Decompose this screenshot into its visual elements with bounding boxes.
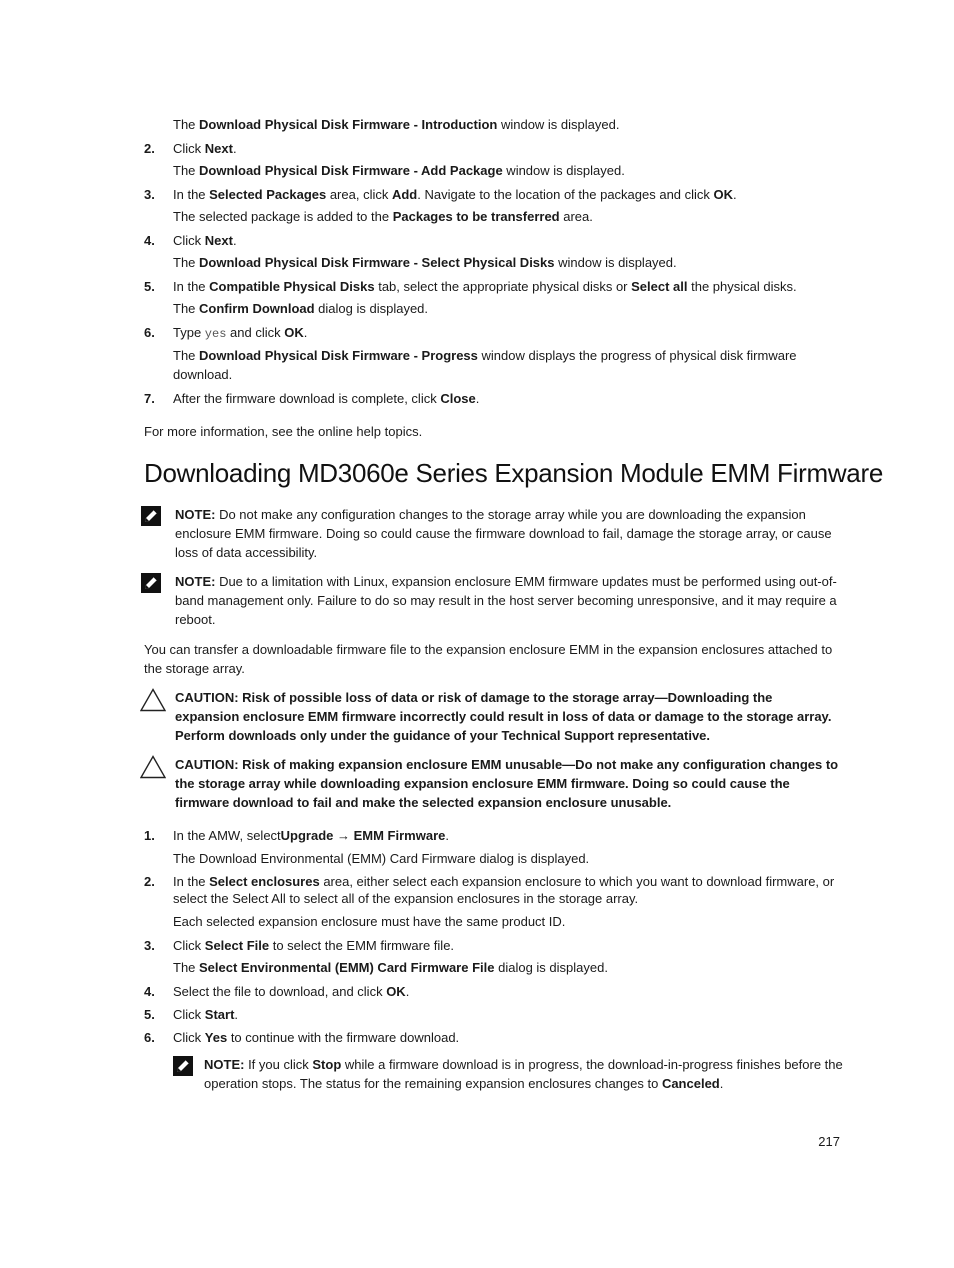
text-run: Click (173, 141, 205, 156)
step-text (173, 299, 845, 318)
text-run: Select the file to download, and click (173, 984, 387, 999)
step-text (173, 277, 845, 296)
step-text (173, 253, 845, 272)
text-run: . (232, 141, 237, 156)
step-number: 6. (144, 325, 155, 340)
text-run: In the (173, 874, 210, 889)
bold-term: Select Environmental (EMM) Card Firmware File (199, 960, 495, 975)
text-run: Each selected expansion enclosure must have the same product ID. (173, 914, 566, 929)
text-run: . (475, 391, 480, 406)
text-run: . (232, 233, 237, 248)
text-run: . (733, 187, 737, 202)
bold-term: Next (204, 233, 233, 248)
bold-term: Add (391, 187, 418, 202)
step-text (173, 1028, 845, 1047)
step-text (173, 936, 845, 955)
step-text (173, 912, 845, 931)
caution-triangle-icon (140, 688, 166, 712)
note-text (175, 572, 839, 629)
text-run: Do not make any configuration changes to the storage array while you are downloading the expansion enclosure EMM firmware. Doing so could cause the firmware download to fail, damage the storage array, or cause loss of data accessibility. (175, 507, 832, 560)
pencil-note-icon (172, 1055, 194, 1077)
pencil-note-icon (140, 505, 162, 527)
bold-term: Stop (312, 1057, 342, 1072)
bold-term: Canceled (661, 1076, 720, 1091)
text-run: The (173, 301, 200, 316)
step-number: 5. (144, 1007, 155, 1022)
caution-triangle-icon (140, 755, 166, 779)
text-run: to continue with the firmware download. (227, 1030, 460, 1045)
text-run: The (173, 348, 200, 363)
text-run: window is displayed. (502, 163, 625, 178)
step-number: 2. (144, 874, 155, 889)
bold-term: NOTE: (204, 1057, 245, 1072)
text-run: The (173, 163, 200, 178)
text-run: to select the EMM firmware file. (269, 938, 455, 953)
text-run: . (303, 325, 308, 340)
text-run: The (173, 960, 200, 975)
step-text (173, 115, 845, 134)
bold-term: Start (204, 1007, 235, 1022)
text-run: Due to a limitation with Linux, expansion enclosure EMM firmware updates must be performed using out-of-band management only. Failure to do so may result in the host server becoming unresponsive, and it may require a reboot. (175, 574, 837, 627)
pencil-note-icon (140, 572, 162, 594)
text-run: Click (173, 938, 205, 953)
text-run: Click (173, 233, 205, 248)
step-text (173, 982, 845, 1001)
text-run: dialog is displayed. (494, 960, 608, 975)
intro-paragraph: You can transfer a downloadable firmware file to the expansion enclosure EMM in the expansion enclosures attached to the storage array. (144, 642, 833, 676)
text-run: Click (173, 1030, 205, 1045)
bold-term: Next (204, 141, 233, 156)
text-run: area. (559, 209, 593, 224)
bold-term: Packages to be transferred (392, 209, 560, 224)
bold-term: Download Physical Disk Firmware - Add Package (199, 163, 503, 178)
text-run: After the firmware download is complete, click (173, 391, 441, 406)
step-text (173, 346, 845, 384)
text-run: window is displayed. (554, 255, 677, 270)
step-number: 5. (144, 279, 155, 294)
step-text (173, 139, 845, 158)
step-text (173, 958, 845, 977)
bold-term: NOTE: (175, 574, 216, 589)
note-text (204, 1055, 844, 1093)
step-number: 6. (144, 1030, 155, 1045)
step-text (173, 873, 845, 907)
text-run: In the (173, 279, 210, 294)
text-run: while a firmware download is in progress, the download-in-progress finishes before the operation stops. The status for the remaining expansion enclosures changes to (204, 1057, 843, 1091)
bold-term: Close (440, 391, 476, 406)
bold-term: Download Physical Disk Firmware - Introduction (199, 117, 498, 132)
text-run: Click (173, 1007, 205, 1022)
text-run: . Navigate to the location of the packages and click (417, 187, 714, 202)
bold-term: Confirm Download (199, 301, 315, 316)
code-term: yes (204, 327, 227, 341)
text-run: . (234, 1007, 239, 1022)
step-text (173, 826, 845, 845)
text-run: area, either select each expansion enclosure to which you want to download firmware, or select the Select All to select all of the expansion enclosures in the storage array. (173, 874, 835, 906)
bold-term: Download Physical Disk Firmware - Progress (199, 348, 478, 363)
step-number: 2. (144, 141, 155, 156)
step-text (173, 849, 845, 868)
page-number: 217 (818, 1134, 840, 1149)
bold-term: Compatible Physical Disks (209, 279, 375, 294)
bold-term: Selected Packages (209, 187, 327, 202)
text-run: the physical disks. (687, 279, 797, 294)
step-text (173, 323, 845, 344)
text-run: Type (173, 325, 205, 340)
bold-term: NOTE: (175, 507, 216, 522)
step-text (173, 389, 845, 408)
caution-text: CAUTION: Risk of making expansion enclosure EMM unusable—Do not make any configuration changes to the storage array while downloading expansion enclosure EMM firmware. Doing so could cause the firmware download to fail and make the selected expansion enclosure unusable. (175, 757, 839, 810)
note-text (175, 505, 839, 562)
bold-term: Upgrade → EMM Firmware (280, 828, 446, 843)
bold-term: Select enclosures (209, 874, 320, 889)
step-number: 4. (144, 233, 155, 248)
bold-term: Select all (631, 279, 688, 294)
section-heading: Downloading MD3060e Series Expansion Module EMM Firmware (144, 458, 883, 488)
step-text (173, 1005, 845, 1024)
bold-term: Select File (204, 938, 270, 953)
text-run: window is displayed. (497, 117, 620, 132)
step-number: 1. (144, 828, 155, 843)
step-number: 4. (144, 984, 155, 999)
step-text (173, 207, 845, 226)
text-run: window displays the progress of physical disk firmware download. (173, 348, 797, 382)
step-number: 3. (144, 938, 155, 953)
text-run: The Download Environmental (EMM) Card Firmware dialog is displayed. (173, 851, 590, 866)
step-number: 7. (144, 391, 155, 406)
text-run: . (405, 984, 410, 999)
text-run: dialog is displayed. (314, 301, 429, 316)
step-text (173, 161, 845, 180)
text-run: In the AMW, select (173, 828, 281, 843)
bold-term: OK (713, 187, 734, 202)
text-run: The selected package is added to the (173, 209, 393, 224)
bold-term: OK (284, 325, 304, 340)
text-run: The (173, 117, 200, 132)
bold-term: OK (386, 984, 406, 999)
text-run: . (719, 1076, 724, 1091)
caution-text: CAUTION: Risk of possible loss of data or risk of damage to the storage array—Downloading the expansion enclosure EMM firmware incorrectly could result in loss of data or damage to the storage array. Perform downloads only under the guidance of your Technical Support representative. (175, 690, 832, 743)
step-text (173, 185, 845, 204)
text-run: In the (173, 187, 210, 202)
step-text (173, 231, 845, 250)
text-run: . (445, 828, 449, 843)
bold-term: Yes (204, 1030, 228, 1045)
text-run: tab, select the appropriate physical disks or (374, 279, 632, 294)
text-run: and click (226, 325, 285, 340)
more-info-text: For more information, see the online help topics. (144, 424, 423, 439)
text-run: The (173, 255, 200, 270)
text-run: If you click (244, 1057, 313, 1072)
bold-term: Download Physical Disk Firmware - Select Physical Disks (199, 255, 555, 270)
step-number: 3. (144, 187, 155, 202)
text-run: area, click (326, 187, 392, 202)
